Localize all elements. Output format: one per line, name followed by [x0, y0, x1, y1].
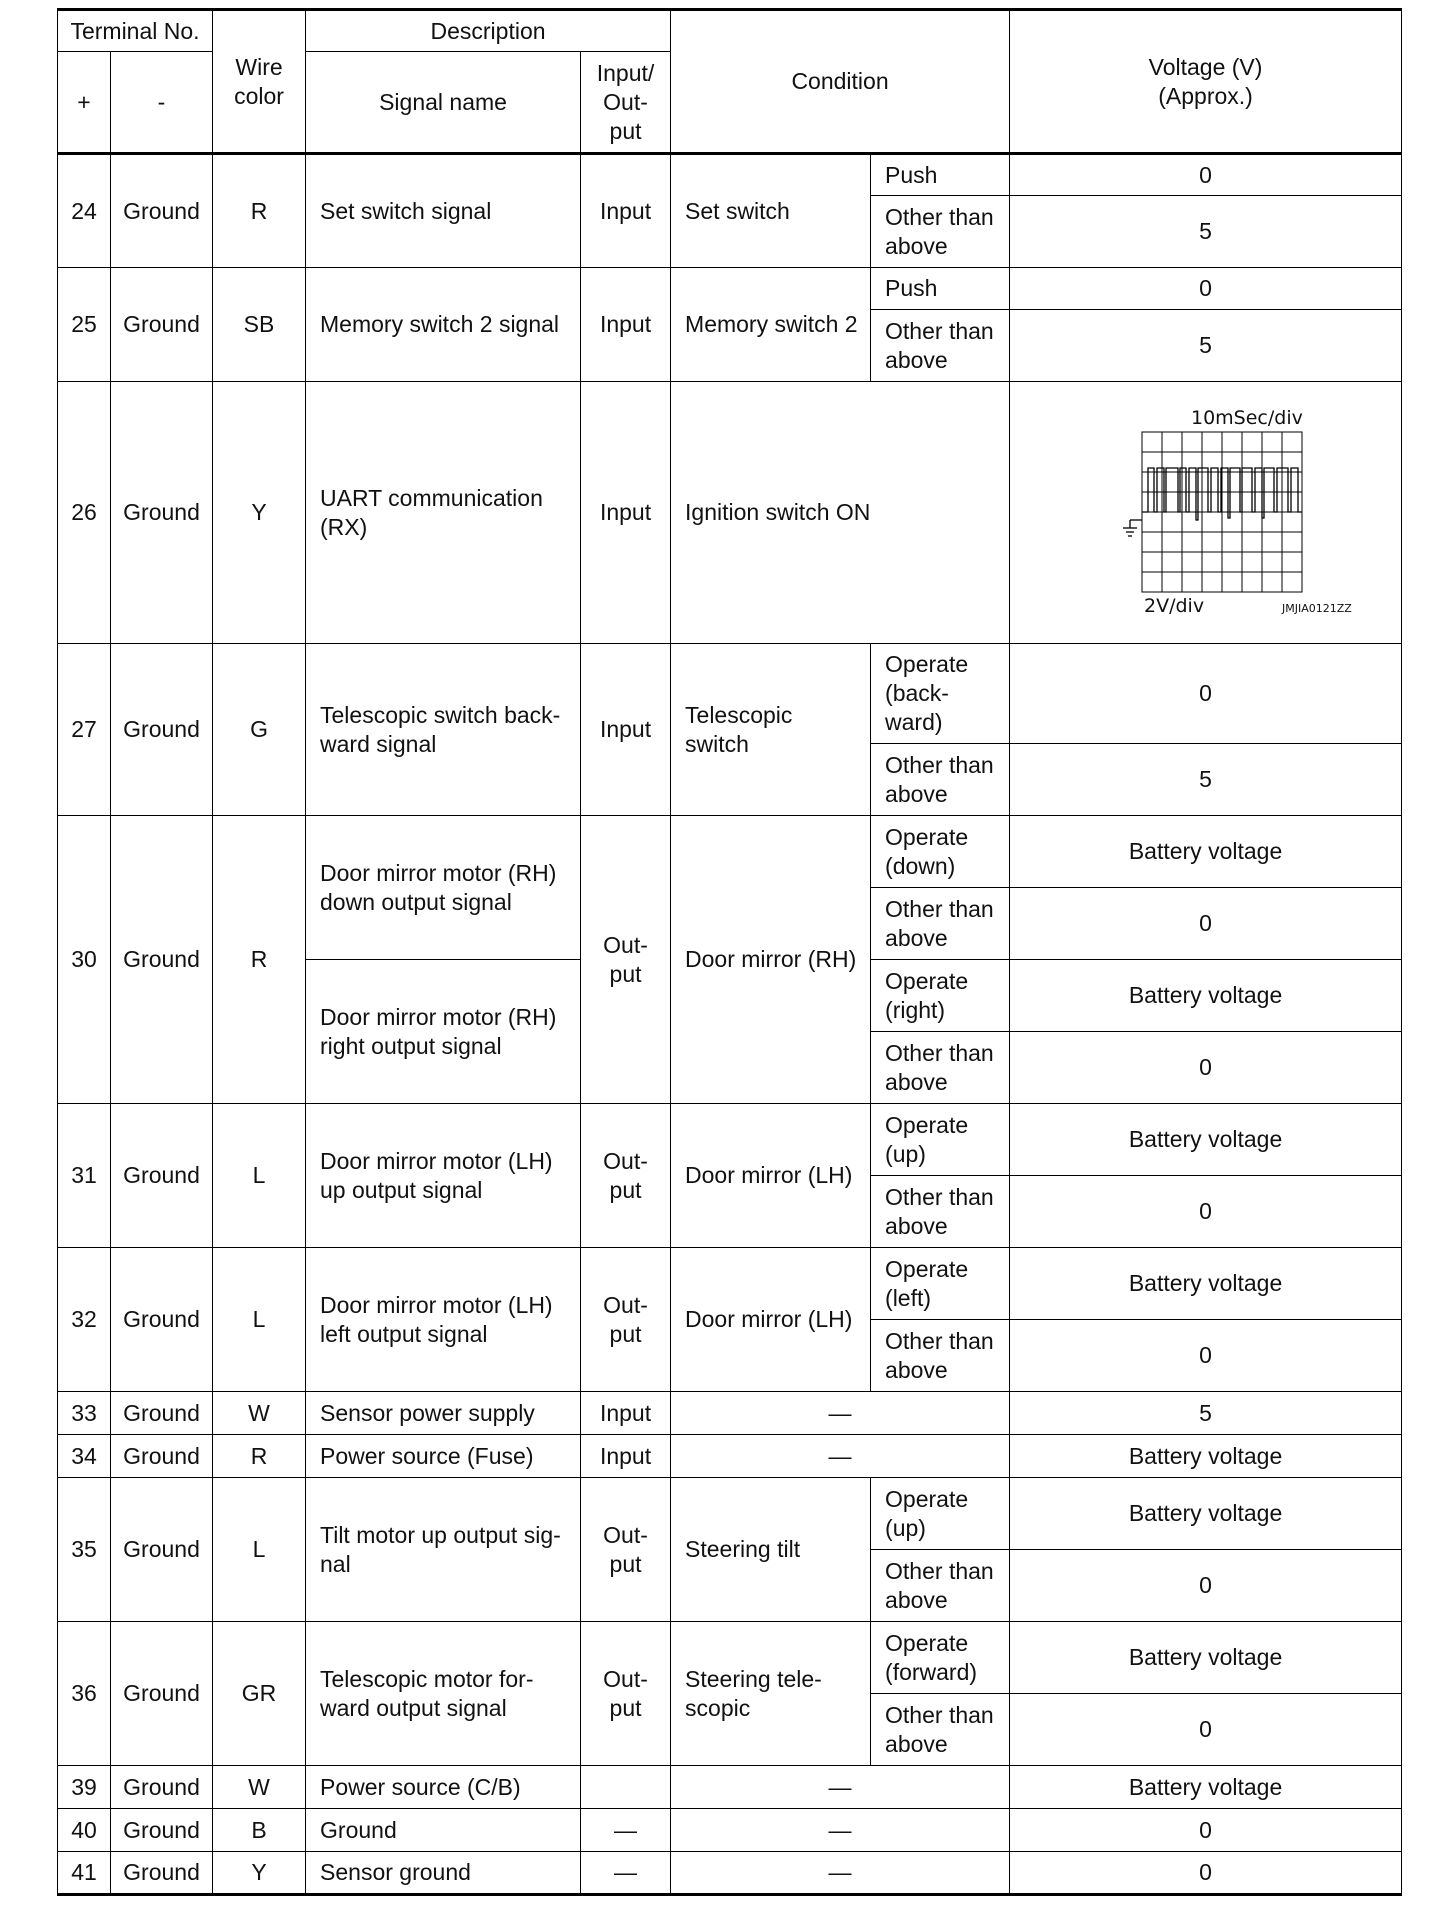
- condition: Set switch: [671, 154, 871, 268]
- terminal-plus: 24: [58, 154, 111, 268]
- terminal-minus: Ground: [111, 1809, 213, 1852]
- sub-condition: Other than above: [871, 1032, 1010, 1104]
- signal-name: Door mirror motor (LH) left output signal: [306, 1248, 581, 1392]
- table-row: [58, 1478, 1402, 1550]
- voltage: 5: [1010, 1392, 1402, 1435]
- sub-condition: Other than above: [871, 1694, 1010, 1766]
- waveform-cell: [1010, 382, 1402, 644]
- condition: —: [671, 1435, 1010, 1478]
- table-row: [58, 1248, 1402, 1320]
- io-type: [581, 1766, 671, 1809]
- terminal-plus: 25: [58, 268, 111, 382]
- wire-color: L: [213, 1478, 306, 1622]
- header-condition: Condition: [671, 10, 1010, 154]
- voltage: 0: [1010, 154, 1402, 196]
- terminal-plus: 33: [58, 1392, 111, 1435]
- condition: Ignition switch ON: [671, 382, 1010, 644]
- io-type: Input: [581, 154, 671, 268]
- voltage: Battery voltage: [1010, 1435, 1402, 1478]
- sub-condition: Operate (up): [871, 1478, 1010, 1550]
- condition: Memory switch 2: [671, 268, 871, 382]
- terminal-plus: 40: [58, 1809, 111, 1852]
- sub-condition: Operate (up): [871, 1104, 1010, 1176]
- condition: Steering tilt: [671, 1478, 871, 1622]
- wire-color: R: [213, 1435, 306, 1478]
- io-type: Out- put: [581, 1622, 671, 1766]
- sub-condition: Operate (back- ward): [871, 644, 1010, 744]
- terminal-plus: 27: [58, 644, 111, 816]
- terminal-plus: 41: [58, 1852, 111, 1895]
- terminal-plus: 36: [58, 1622, 111, 1766]
- terminal-plus: 32: [58, 1248, 111, 1392]
- condition: Door mirror (RH): [671, 816, 871, 1104]
- voltage-scale-label: 2V/div: [1143, 595, 1204, 617]
- signal-name: Power source (Fuse): [306, 1435, 581, 1478]
- voltage: Battery voltage: [1010, 960, 1402, 1032]
- terminal-minus: Ground: [111, 644, 213, 816]
- terminal-minus: Ground: [111, 268, 213, 382]
- wire-color: W: [213, 1766, 306, 1809]
- header-minus: -: [111, 52, 213, 154]
- terminal-minus: Ground: [111, 382, 213, 644]
- voltage: Battery voltage: [1010, 1622, 1402, 1694]
- wire-color: SB: [213, 268, 306, 382]
- voltage: Battery voltage: [1010, 1248, 1402, 1320]
- voltage: Battery voltage: [1010, 816, 1402, 888]
- io-type: Input: [581, 644, 671, 816]
- sub-condition: Other than above: [871, 888, 1010, 960]
- terminal-plus: 31: [58, 1104, 111, 1248]
- terminal-minus: Ground: [111, 154, 213, 268]
- table-body: [58, 154, 1402, 1895]
- terminal-minus: Ground: [111, 1478, 213, 1622]
- signal-name: Telescopic switch back- ward signal: [306, 644, 581, 816]
- table-row: [58, 1809, 1402, 1852]
- voltage: 0: [1010, 1694, 1402, 1766]
- signal-name: Telescopic motor for- ward output signal: [306, 1622, 581, 1766]
- header-terminal-no: Terminal No.: [58, 10, 213, 52]
- voltage: Battery voltage: [1010, 1104, 1402, 1176]
- condition: Telescopic switch: [671, 644, 871, 816]
- figure-code: JMJIA0121ZZ: [1281, 602, 1352, 615]
- terminal-plus: 34: [58, 1435, 111, 1478]
- condition: Door mirror (LH): [671, 1248, 871, 1392]
- table-header: [58, 10, 1402, 154]
- time-scale-label: 10mSec/div: [1190, 407, 1303, 429]
- voltage: 5: [1010, 310, 1402, 382]
- table-row: [58, 816, 1402, 888]
- io-type: —: [581, 1852, 671, 1895]
- io-type: Input: [581, 382, 671, 644]
- terminal-plus: 39: [58, 1766, 111, 1809]
- sub-condition: Other than above: [871, 1176, 1010, 1248]
- wire-color: Y: [213, 1852, 306, 1895]
- signal-name: Tilt motor up output sig- nal: [306, 1478, 581, 1622]
- condition: —: [671, 1809, 1010, 1852]
- oscilloscope-waveform: [1056, 394, 1356, 624]
- voltage: 0: [1010, 1176, 1402, 1248]
- io-type: Out- put: [581, 1478, 671, 1622]
- sub-condition: Other than above: [871, 744, 1010, 816]
- sub-condition: Operate (right): [871, 960, 1010, 1032]
- sub-condition: Other than above: [871, 1320, 1010, 1392]
- wire-color: L: [213, 1248, 306, 1392]
- header-io: Input/ Out- put: [581, 52, 671, 154]
- header-wire-color: Wire color: [213, 10, 306, 154]
- table-row: [58, 1104, 1402, 1176]
- wire-color: GR: [213, 1622, 306, 1766]
- terminal-minus: Ground: [111, 1248, 213, 1392]
- voltage: 0: [1010, 644, 1402, 744]
- header-voltage: Voltage (V) (Approx.): [1010, 10, 1402, 154]
- header-description: Description: [306, 10, 671, 52]
- signal-name: UART communication (RX): [306, 382, 581, 644]
- table-row: [58, 1392, 1402, 1435]
- sub-condition: Push: [871, 154, 1010, 196]
- sub-condition: Other than above: [871, 196, 1010, 268]
- sub-condition: Other than above: [871, 1550, 1010, 1622]
- table-row: [58, 1435, 1402, 1478]
- voltage: 0: [1010, 1320, 1402, 1392]
- terminal-minus: Ground: [111, 1104, 213, 1248]
- sub-condition: Operate (forward): [871, 1622, 1010, 1694]
- condition: Door mirror (LH): [671, 1104, 871, 1248]
- terminal-plus: 35: [58, 1478, 111, 1622]
- condition: —: [671, 1392, 1010, 1435]
- condition: —: [671, 1766, 1010, 1809]
- table-row: [58, 1622, 1402, 1694]
- io-type: Input: [581, 1435, 671, 1478]
- table-row: [58, 1766, 1402, 1809]
- wire-color: G: [213, 644, 306, 816]
- condition: —: [671, 1852, 1010, 1895]
- voltage: 0: [1010, 1550, 1402, 1622]
- terminal-minus: Ground: [111, 1435, 213, 1478]
- voltage: 5: [1010, 196, 1402, 268]
- wire-color: W: [213, 1392, 306, 1435]
- voltage: 0: [1010, 268, 1402, 310]
- terminal-plus: 30: [58, 816, 111, 1104]
- io-type: —: [581, 1809, 671, 1852]
- io-type: Out- put: [581, 1248, 671, 1392]
- header-signal-name: Signal name: [306, 52, 581, 154]
- signal-name: Door mirror motor (LH) up output signal: [306, 1104, 581, 1248]
- voltage: 0: [1010, 1852, 1402, 1895]
- signal-name: Door mirror motor (RH) down output signal: [306, 816, 581, 960]
- wire-color: L: [213, 1104, 306, 1248]
- signal-name: Sensor power supply: [306, 1392, 581, 1435]
- voltage: Battery voltage: [1010, 1478, 1402, 1550]
- condition: Steering tele- scopic: [671, 1622, 871, 1766]
- signal-name: Set switch signal: [306, 154, 581, 268]
- signal-name: Power source (C/B): [306, 1766, 581, 1809]
- sub-condition: Push: [871, 268, 1010, 310]
- voltage: 0: [1010, 1032, 1402, 1104]
- terminal-minus: Ground: [111, 1392, 213, 1435]
- sub-condition: Operate (down): [871, 816, 1010, 888]
- wire-color: R: [213, 816, 306, 1104]
- table-row: [58, 1852, 1402, 1895]
- table-row: [58, 644, 1402, 744]
- terminal-minus: Ground: [111, 816, 213, 1104]
- terminal-minus: Ground: [111, 1766, 213, 1809]
- io-type: Out- put: [581, 1104, 671, 1248]
- wire-color: Y: [213, 382, 306, 644]
- table-row: [58, 154, 1402, 196]
- sub-condition: Operate (left): [871, 1248, 1010, 1320]
- terminal-minus: Ground: [111, 1622, 213, 1766]
- signal-name: Memory switch 2 signal: [306, 268, 581, 382]
- wire-color: B: [213, 1809, 306, 1852]
- terminal-minus: Ground: [111, 1852, 213, 1895]
- io-type: Input: [581, 1392, 671, 1435]
- voltage: 5: [1010, 744, 1402, 816]
- io-type: Input: [581, 268, 671, 382]
- ground-symbol: [1123, 520, 1142, 536]
- io-type: Out- put: [581, 816, 671, 1104]
- signal-name: Door mirror motor (RH) right output signal: [306, 960, 581, 1104]
- signal-name: Sensor ground: [306, 1852, 581, 1895]
- voltage: 0: [1010, 1809, 1402, 1852]
- wire-color: R: [213, 154, 306, 268]
- voltage: Battery voltage: [1010, 1766, 1402, 1809]
- table-row: [58, 382, 1402, 644]
- table-row: [58, 268, 1402, 310]
- signal-name: Ground: [306, 1809, 581, 1852]
- header-plus: +: [58, 52, 111, 154]
- terminal-plus: 26: [58, 382, 111, 644]
- voltage: 0: [1010, 888, 1402, 960]
- sub-condition: Other than above: [871, 310, 1010, 382]
- terminal-spec-table: [57, 8, 1402, 1896]
